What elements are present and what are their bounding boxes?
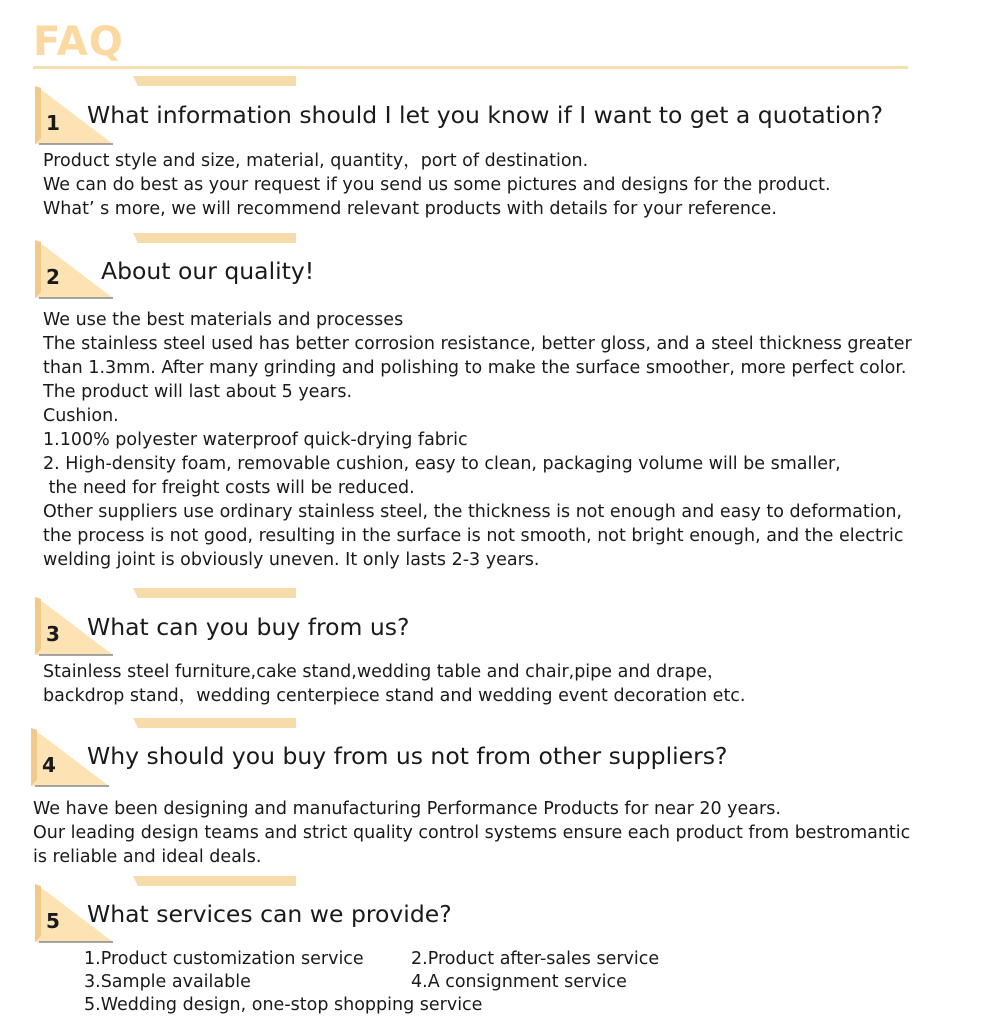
answer-line: What’ s more, we will recommend relevant products with details for your reference. <box>43 199 777 219</box>
question-title: What information should I let you know if I want to get a quotation? <box>87 101 884 129</box>
answer-block <box>43 149 831 221</box>
answer-line: the need for freight costs will be reduced. <box>43 478 415 498</box>
answer-line: Our leading design teams and strict quality control systems ensure each product from bestromantic <box>33 823 911 843</box>
answer-line: 1.100% polyester waterproof quick-drying fabric <box>43 430 468 450</box>
answer-line: The product will last about 5 years. <box>43 382 353 402</box>
question-number: 5 <box>46 909 60 933</box>
service-item: 2.Product after-sales service <box>411 949 660 969</box>
answer-line: 2. High-density foam, removable cushion, easy to clean, packaging volume will be smaller, <box>43 454 841 474</box>
question-title: What services can we provide? <box>87 900 452 928</box>
decorative-bar <box>133 588 296 598</box>
service-item: 1.Product customization service <box>84 949 364 969</box>
question-title: What can you buy from us? <box>87 613 410 641</box>
question-title: About our quality! <box>101 257 315 285</box>
answer-line: The stainless steel used has better corrosion resistance, better gloss, and a steel thickness greater <box>43 334 912 354</box>
answer-line: the process is not good, resulting in the surface is not smooth, not bright enough, and the electric <box>43 526 904 546</box>
question-title: Why should you buy from us not from other suppliers? <box>87 742 728 770</box>
faq-divider <box>33 66 908 69</box>
decorative-bar <box>133 876 296 886</box>
decorative-bar <box>133 718 296 728</box>
question-number: 1 <box>46 111 60 135</box>
answer-line: Other suppliers use ordinary stainless steel, the thickness is not enough and easy to deformation, <box>43 502 902 522</box>
services-list <box>84 948 659 1017</box>
faq-title: FAQ <box>33 19 124 65</box>
answer-line: Product style and size, material, quantity，port of destination. <box>43 151 589 171</box>
answer-line: backdrop stand，wedding centerpiece stand and wedding event decoration etc. <box>43 686 746 706</box>
answer-line: We have been designing and manufacturing Performance Products for near 20 years. <box>33 799 781 819</box>
service-item: 3.Sample available <box>84 972 251 992</box>
answer-line: welding joint is obviously uneven. It only lasts 2-3 years. <box>43 550 540 570</box>
question-number: 2 <box>46 265 60 289</box>
answer-line: than 1.3mm. After many grinding and polishing to make the surface smoother, more perfect color. <box>43 358 907 378</box>
answer-block <box>43 308 912 572</box>
answer-line: We can do best as your request if you send us some pictures and designs for the product. <box>43 175 831 195</box>
answer-line: is reliable and ideal deals. <box>33 847 262 867</box>
answer-block <box>33 797 910 869</box>
answer-line: Cushion. <box>43 406 119 426</box>
decorative-bar <box>133 76 296 86</box>
question-number: 3 <box>46 622 60 646</box>
answer-block <box>43 660 746 708</box>
service-item: 5.Wedding design, one-stop shopping service <box>84 995 483 1015</box>
decorative-bar <box>133 233 296 243</box>
answer-line: We use the best materials and processes <box>43 310 404 330</box>
question-number: 4 <box>42 753 56 777</box>
answer-line: Stainless steel furniture,cake stand,wedding table and chair,pipe and drape， <box>43 662 725 682</box>
service-item: 4.A consignment service <box>411 972 627 992</box>
